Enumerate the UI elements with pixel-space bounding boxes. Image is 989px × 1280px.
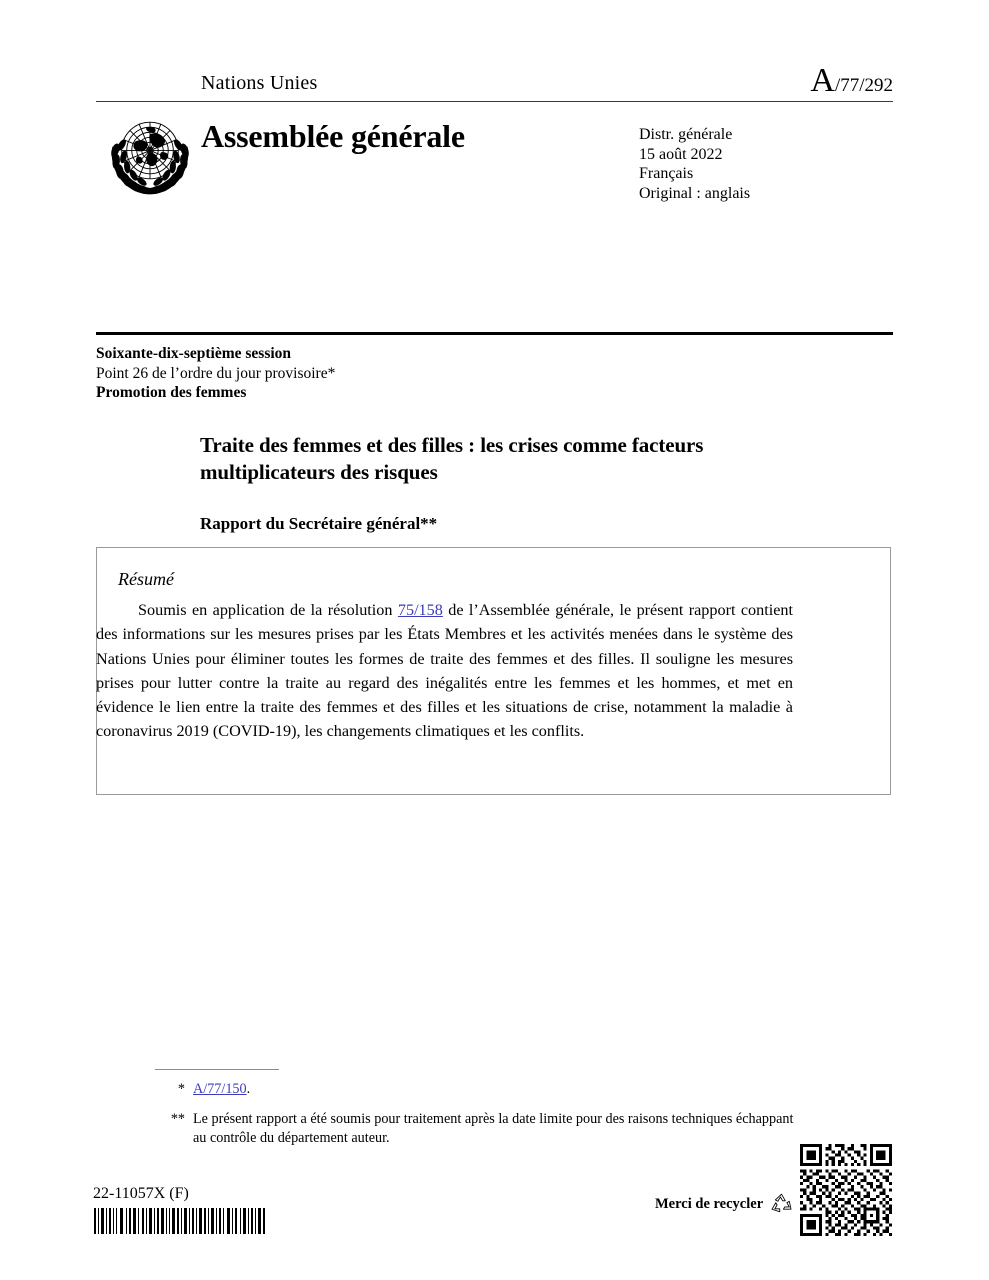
un-emblem-icon (104, 114, 196, 198)
document-symbol (810, 62, 893, 102)
footnotes (155, 1080, 795, 1159)
distribution-original: Original : anglais (639, 184, 751, 202)
agenda-item: Point 26 de l’ordre du jour provisoire* (96, 364, 336, 382)
footnote-item (155, 1110, 795, 1148)
masthead-body-row (96, 108, 893, 218)
summary-text-after-link: de l’Assemblée générale, le présent rapport contient des informations sur les mesures prises par les États Membres et les activités menées dans le système des Nations Unies pour éliminer toutes les formes de traite des femmes et des filles. Il souligne les mesures prises pour lutter contre la traite au regard des inégalités entre les femmes et les hommes, et met en évidence le lien entre la traite des femmes et des filles et les situations de crise, notamment la maladie à coronavirus 2019 (COVID-19), les changements climatiques et les conflits. (96, 601, 793, 741)
job-symbol: 22-11057X (F) (93, 1185, 189, 1202)
page-subtitle: Rapport du Secrétaire général** (200, 514, 438, 533)
footnote-body (193, 1080, 795, 1099)
distribution-type: Distr. générale (639, 126, 733, 143)
qr-code (800, 1144, 892, 1236)
page-title: Traite des femmes et des filles : les crises comme facteurs multiplicateurs des risques (200, 433, 704, 484)
session-name: Soixante-dix-septième session (96, 345, 292, 362)
agenda-topic: Promotion des femmes (96, 384, 247, 401)
summary-text-before-link: Soumis en application de la résolution (138, 601, 398, 619)
recycle-icon (769, 1192, 794, 1214)
body-name: Assemblée générale (201, 118, 465, 154)
session-block (96, 344, 796, 403)
organization-name: Nations Unies (201, 72, 318, 94)
footnote-separator (155, 1069, 279, 1070)
distribution-language: Français (639, 165, 694, 182)
distribution-block (639, 125, 750, 203)
footnote-body: Le présent rapport a été soumis pour traitement après la date limite pour des raisons techniques échappant au contrôle du département auteur. (193, 1111, 794, 1146)
masthead-top-row (96, 62, 893, 99)
summary-paragraph (96, 598, 793, 744)
summary-label: Résumé (118, 569, 174, 589)
masthead (96, 62, 893, 99)
recycle-label: Merci de recycler (655, 1196, 764, 1212)
footnote-marker: ** (170, 1111, 185, 1127)
footnote-trailing-text: . (246, 1081, 251, 1097)
session-divider (96, 332, 893, 335)
document-symbol-prefix: A (810, 62, 835, 99)
recycle-notice (655, 1192, 794, 1216)
agenda-document-link[interactable]: A/77/150 (193, 1081, 247, 1097)
masthead-divider (96, 101, 893, 102)
resolution-link[interactable]: 75/158 (397, 601, 443, 619)
document-symbol-suffix: /77/292 (834, 75, 893, 96)
footnote-marker: * (177, 1081, 185, 1097)
footnote-item (155, 1080, 795, 1099)
distribution-date: 15 août 2022 (639, 145, 723, 163)
barcode (93, 1208, 269, 1234)
title-block (200, 432, 800, 535)
